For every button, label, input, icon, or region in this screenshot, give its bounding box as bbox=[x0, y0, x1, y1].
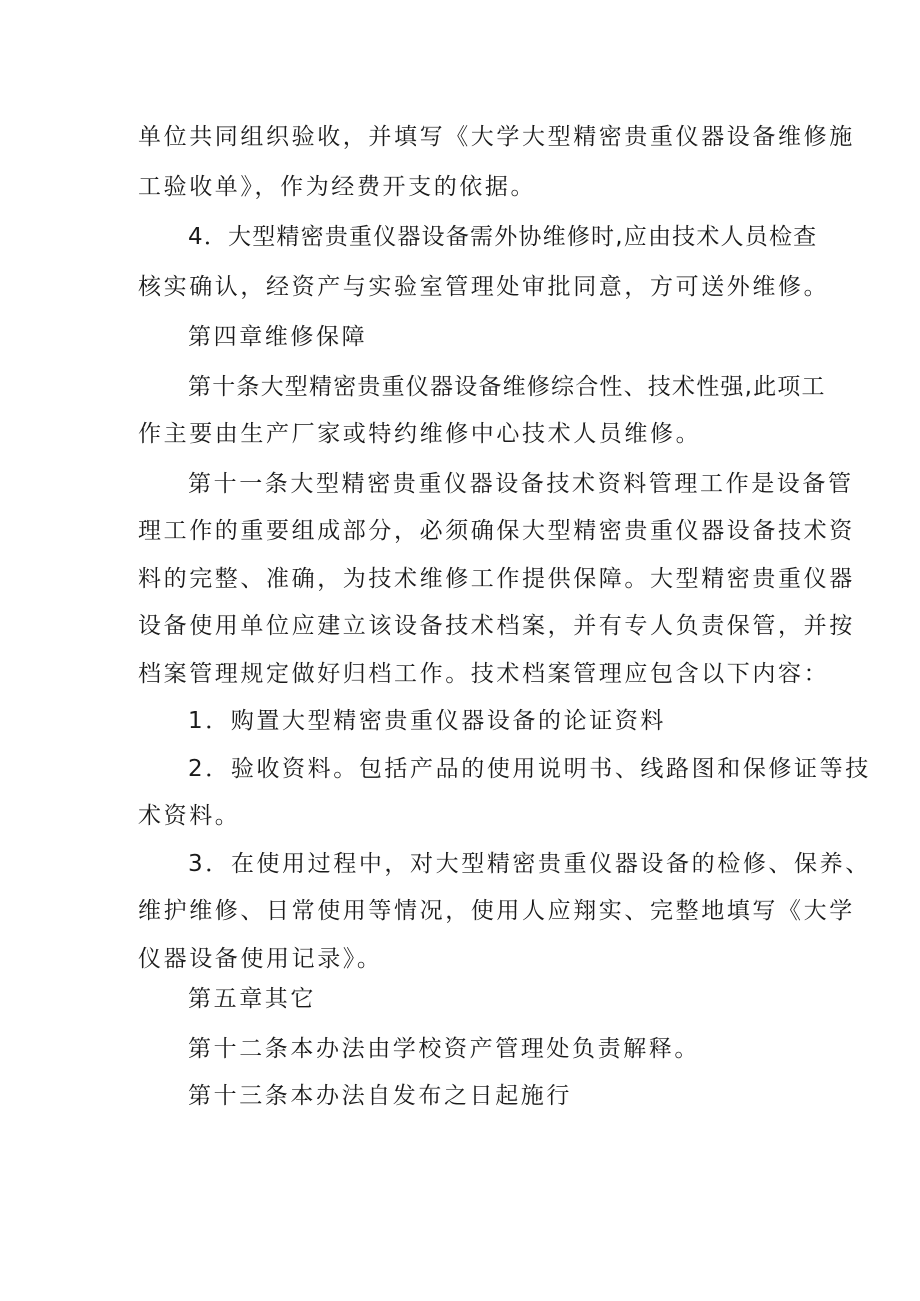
paragraph-line: 工验收单》，作为经费开支的依据。 bbox=[138, 174, 537, 200]
chapter-heading: 第四章维修保障 bbox=[188, 324, 368, 350]
paragraph-line: 仪器设备使用记录》。 bbox=[138, 946, 383, 972]
paragraph-line: 设备使用单位应建立该设备技术档案，并有专人负责保管，并按 bbox=[138, 613, 855, 639]
paragraph-line: 维护维修、日常使用等情况，使用人应翔实、完整地填写《大学 bbox=[138, 898, 855, 924]
paragraph-line: 第十三条本办法自发布之日起施行 bbox=[188, 1083, 572, 1109]
list-item: 1．购置大型精密贵重仪器设备的论证资料 bbox=[188, 708, 667, 734]
paragraph-line: 料的完整、准确，为技术维修工作提供保障。大型精密贵重仪器 bbox=[138, 566, 855, 592]
paragraph-line: 理工作的重要组成部分，必须确保大型精密贵重仪器设备技术资 bbox=[138, 518, 855, 544]
list-item: 3．在使用过程中，对大型精密贵重仪器设备的检修、保养、 bbox=[188, 851, 871, 877]
paragraph-line: 术资料。 bbox=[138, 803, 241, 829]
paragraph-line: 核实确认，经资产与实验室管理处审批同意，方可送外维修。 bbox=[138, 274, 830, 300]
paragraph-line: 第十一条大型精密贵重仪器设备技术资料管理工作是设备管 bbox=[188, 471, 854, 497]
paragraph-line: 单位共同组织验收，并填写《大学大型精密贵重仪器设备维修施 bbox=[138, 124, 855, 150]
paragraph-line: 第十二条本办法由学校资产管理处负责解释。 bbox=[188, 1036, 700, 1062]
chapter-heading: 第五章其它 bbox=[188, 986, 316, 1012]
paragraph-line: 作主要由生产厂家或特约维修中心技术人员维修。 bbox=[138, 421, 702, 447]
paragraph-line: 档案管理规定做好归档工作。技术档案管理应包含以下内容： bbox=[138, 661, 830, 687]
list-item: 2．验收资料。包括产品的使用说明书、线路图和保修证等技 bbox=[188, 756, 871, 782]
paragraph-line: 第十条大型精密贵重仪器设备维修综合性、技术性强,此项工 bbox=[188, 374, 826, 400]
paragraph-line: 4．大型精密贵重仪器设备需外协维修时,应由技术人员检查 bbox=[188, 224, 818, 250]
